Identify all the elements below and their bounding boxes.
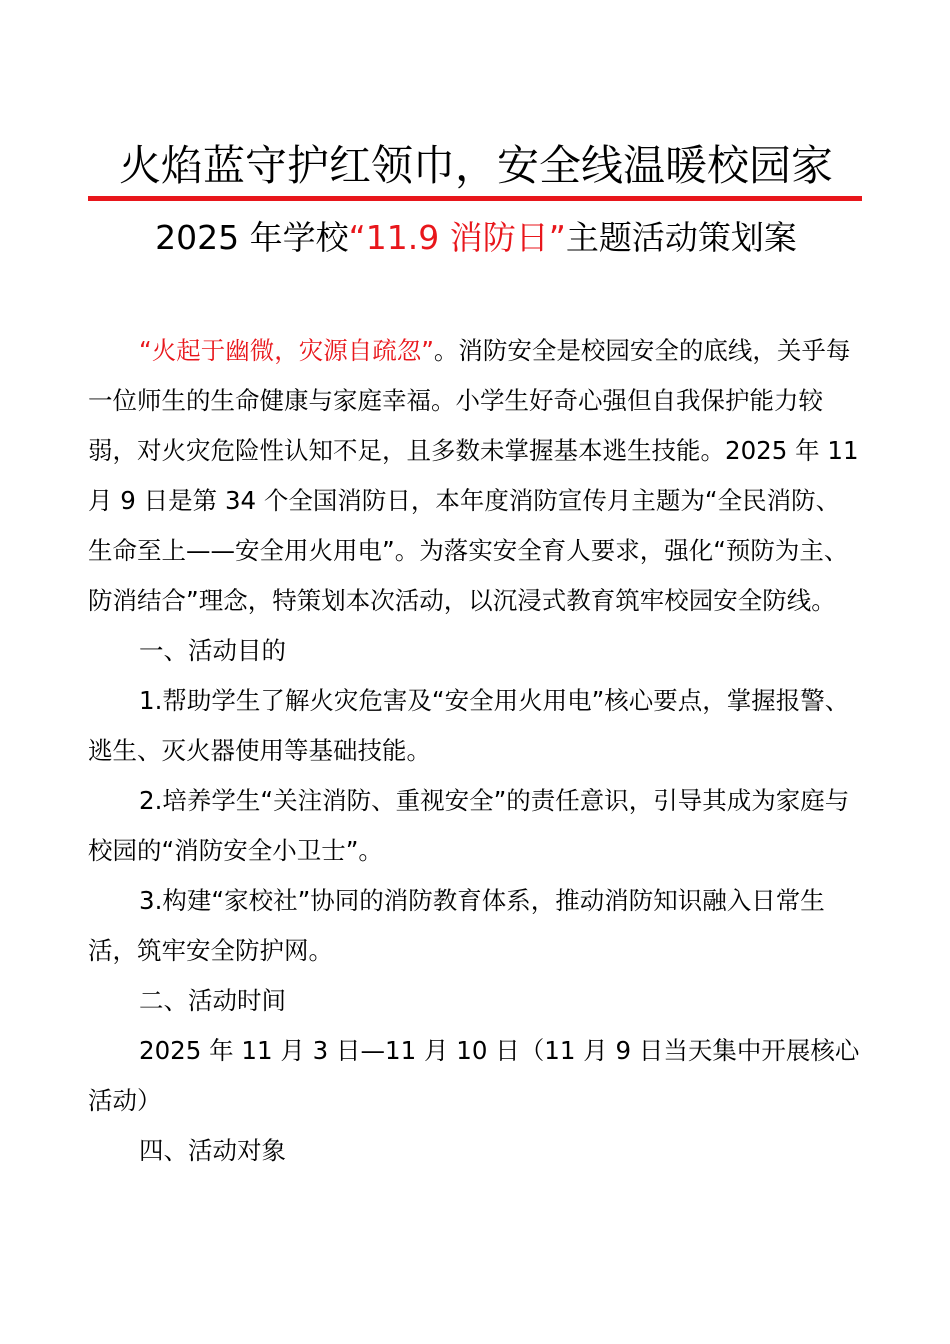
subtitle-highlight: “11.9 消防日” <box>348 218 566 257</box>
time-paragraph: 2025 年 11 月 3 日—11 月 10 日（11 月 9 日当天集中开展核心活动） <box>88 1036 860 1115</box>
document-subtitle <box>88 212 864 264</box>
intro-paragraph <box>88 326 864 626</box>
section-heading-audience: 四、活动对象 <box>139 1136 286 1165</box>
purpose-item-1: 1.帮助学生了解火灾危害及“安全用火用电”核心要点，掌握报警、逃生、灭火器使用等基础技能。 <box>88 686 850 765</box>
title-divider <box>88 196 862 201</box>
purpose-item-2: 2.培养学生“关注消防、重视安全”的责任意识，引导其成为家庭与校园的“消防安全小卫士”。 <box>88 786 850 865</box>
purpose-item-3: 3.构建“家校社”协同的消防教育体系，推动消防知识融入日常生活，筑牢安全防护网。 <box>88 886 825 965</box>
document-title: 火焰蓝守护红领巾，安全线温暖校园家 <box>118 141 833 190</box>
section-heading-time: 二、活动时间 <box>139 986 286 1015</box>
subtitle-suffix: 主题活动策划案 <box>565 218 797 257</box>
subtitle-year: 2025 年学校 <box>155 218 349 257</box>
intro-text: 。消防安全是校园安全的底线，关乎每一位师生的生命健康与家庭幸福。小学生好奇心强但自我保护能力较弱，对火灾危险性认知不足，且多数未掌握基本逃生技能。2025 年 11 月 9 日是第 34 个全国消防日，本年度消防宣传月主题为“全民消防、生命至上——安全用火用电”。为落实安全育人要求，强化“预防为主、防消结合”理念，特策划本次活动，以沉浸式教育筑牢校园安全防线。 <box>88 336 859 615</box>
section-heading-purpose: 一、活动目的 <box>139 636 286 665</box>
intro-quote: “火起于幽微，灾源自疏忽” <box>139 336 434 365</box>
document-body <box>88 326 864 1176</box>
